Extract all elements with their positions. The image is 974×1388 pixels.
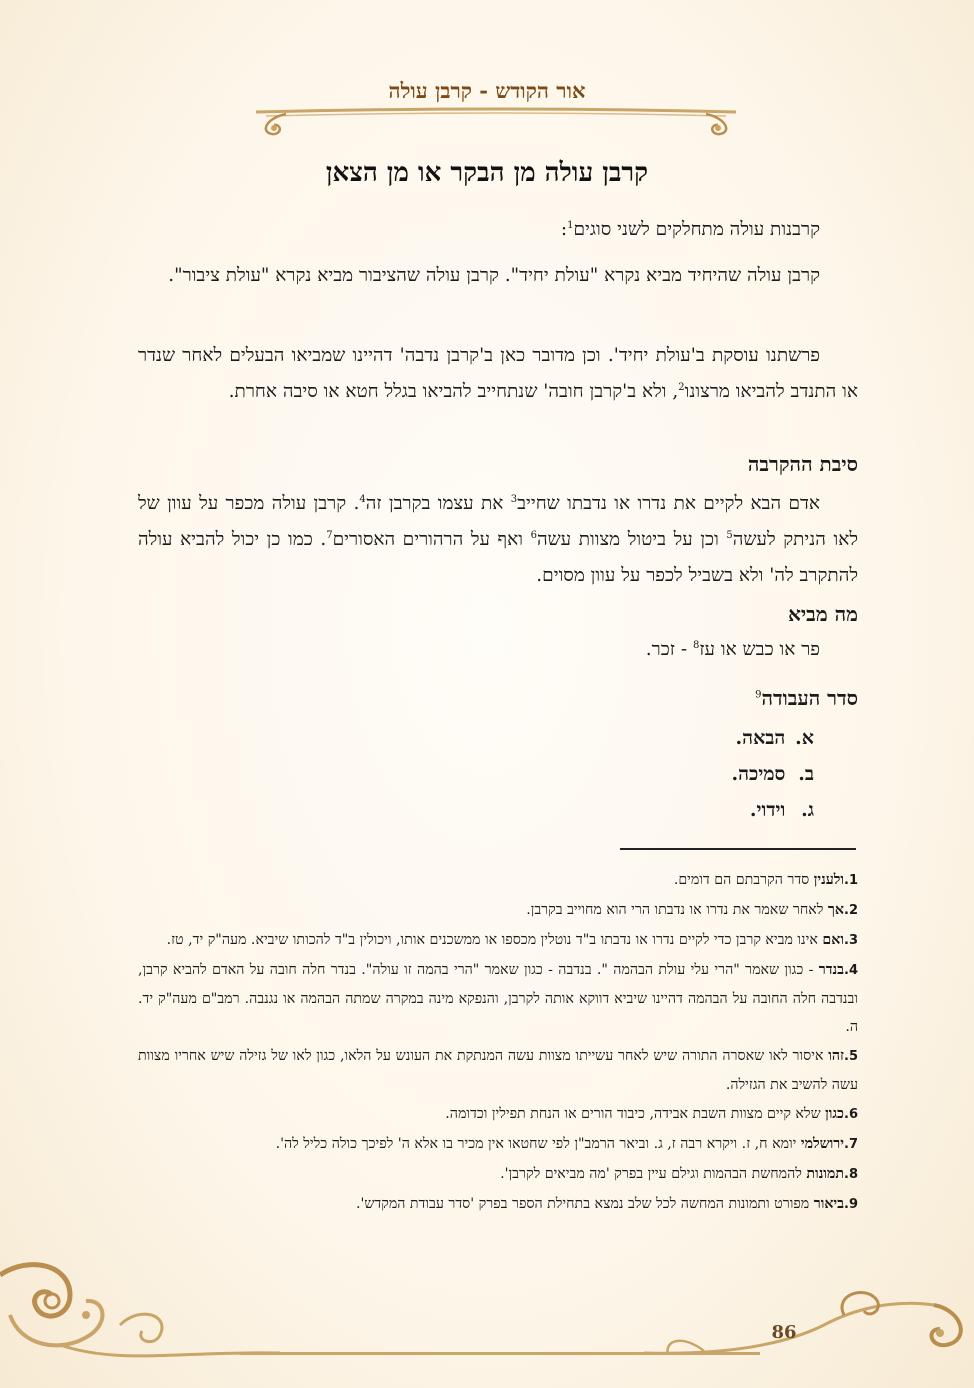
what-brings-text: פר או כבש או עז$^8$ - זכר. bbox=[645, 639, 820, 660]
reason-paragraph: אדם הבא לקיים את נדרו או נדבתו שחייב$^3$ את עצמו בקרבן זה$^4$. קרבן עולה מכפר על עוון של לאו הניתק לעשה$^5$ וכן על ביטול מצוות עשה$^6$ ואף על הרהורים האסורים$^7$. כמו כן יכול להביא עולה להתקרב לה' ולא בשביל לכפר על עוון מסוים. bbox=[138, 493, 858, 586]
list-item: ב. סמיכה. bbox=[731, 763, 814, 785]
footnote: 8.תמונות להמחשת הבהמות וגילם עיין בפרק 'מה מביאים לקרבן'. bbox=[500, 1166, 858, 1182]
parasha-paragraph: פרשתנו עוסקת ב'עולת יחיד'. וכן מדובר כאן ב'קרבן נדבה' דהיינו שמביאו הבעלים לאחר שנדר או התנדב להביאו מרצונו$^2$, ולא ב'קרבן חובה' שנתחייב להביאו בגלל חטא או סיבה אחרת. bbox=[138, 345, 858, 402]
types-paragraph: קרבן עולה שהיחיד מביא נקרא "עולת יחיד". קרבן עולה שהציבור מביא נקרא "עולת ציבור". bbox=[168, 265, 820, 286]
page-number: 86 bbox=[771, 1322, 797, 1343]
corner-ornament-left bbox=[0, 1255, 280, 1365]
service-steps-list bbox=[731, 720, 814, 828]
footnote: 7.ירושלמי יומא ח, ז. ויקרא רבה ז, ג. וביאר הרמב"ן לפי שחטאו אין מכיר בו אלא ה' לפיכך כולה כליל לה'. bbox=[275, 1136, 858, 1152]
intro-paragraph: קרבנות עולה מתחלקים לשני סוגים$^1$: bbox=[560, 219, 820, 240]
heading-what-brings: מה מביא bbox=[788, 602, 858, 626]
footnotes bbox=[138, 866, 858, 1220]
heading-reason: סיבת ההקרבה bbox=[747, 452, 858, 476]
footnote: 5.זהו איסור לאו שאסרה התורה שיש לאחר עשייתו מצוות עשה המנתקת את העונש על הלאו, כגון לאו של גזילה שיש אחריו מצוות עשה להשיב את הגזילה. bbox=[138, 1048, 858, 1093]
footnote: 2.אך לאחר שאמר את נדרו או נדבתו הרי הוא מחוייב בקרבן. bbox=[526, 902, 858, 918]
footnote: 1.ולענין סדר הקרבתם הם דומים. bbox=[673, 872, 858, 888]
corner-ornament-right bbox=[644, 1285, 974, 1375]
running-header: אור הקודש - קרבן עולה bbox=[388, 78, 586, 103]
footnote-ref: 2 bbox=[678, 381, 685, 393]
list-item: א. הבאה. bbox=[735, 727, 814, 749]
header-ornament bbox=[246, 104, 746, 144]
footnote-ref: 1 bbox=[567, 219, 574, 231]
page-title: קרבן עולה מן הבקר או מן הצאן bbox=[325, 158, 649, 188]
footnote: 6.כגון שלא קיים מצוות השבת אבידה, כיבוד הורים או הנחת תפילין וכדומה. bbox=[445, 1106, 858, 1122]
list-item: ג. וידוי. bbox=[749, 799, 814, 821]
footnote: 3.ואם אינו מביא קרבן כדי לקיים נדרו או נדבתו ב"ד נוטלין מכספו או ממשכנים אותו, ויכולין ב"ד להכותו שיביא. מעה"ק יד, טז. bbox=[166, 932, 858, 948]
heading-service-order: סדר העבודה$^9$ bbox=[755, 686, 858, 710]
footnote: 9.ביאור מפורט ותמונות המחשה לכל שלב נמצא בתחילת הספר בפרק 'סדר עבודת המקדש'. bbox=[355, 1196, 858, 1212]
footnote: 4.בנדר - כגון שאמר "הרי עלי עולת הבהמה ". בנדבה - כגון שאמר "הרי בהמה זו עולה". בנדר חלה חובה על האדם להביא קרבן, ובנדבה חלה החובה על הבהמה דהיינו שיביא דווקא אותה לקרבן, והנפקא מינה במקרה שמתה הבהמה או נגנבה. רמב"ם מעה"ק יד. ה. bbox=[138, 962, 858, 1035]
footnote-divider bbox=[620, 848, 856, 850]
